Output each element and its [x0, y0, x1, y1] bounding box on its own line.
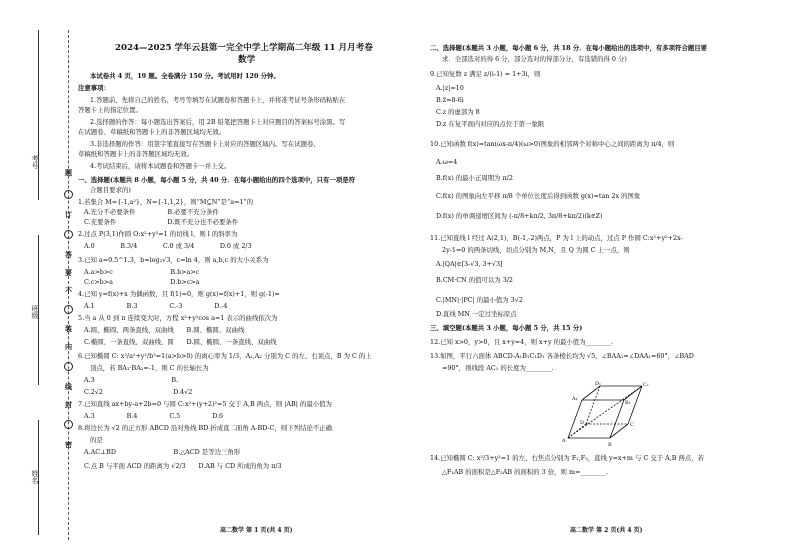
notice-line: 1.答题前，先将自己的姓名、考号等填写在试题卷和答题卡上，并将准考证号条形码粘贴在: [90, 96, 346, 104]
label-B: B: [608, 442, 612, 448]
option-line: A.3 B.4 C.5 D.6: [84, 412, 224, 420]
exam-title: 2024—2025 学年云县第一完全中学上学期高二年级 11 月月考卷: [115, 43, 373, 53]
option-line: C.充要条件 D.既不充分也不必要条件: [84, 218, 239, 226]
option-line: A.a>b>c B.b>a>c: [84, 268, 200, 276]
question-10: 10.已知函数 f(x)=tan(ωx-π/4)(ω>0)图象的相邻两个对称中心之间的距离为 π/4，则: [430, 140, 675, 148]
notice-heading: 注意事项：: [78, 84, 110, 92]
seal-circle: [64, 190, 73, 199]
section-one-heading: 一、选择题(本题共 8 小题，每小题 5 分，共 40 分．在每小题给出的四个选项中，只有一项是符: [78, 176, 356, 184]
label-A: A: [562, 438, 566, 444]
question-1: 1.若集合 M={-1,a²}，N={-1,1,2}，则“M⊆N”是“a=1”的: [78, 198, 254, 206]
notice-line: 答题卡上的指定位置。: [78, 106, 142, 114]
label-A1: A₁: [572, 396, 578, 402]
question-14-cont: △F₁AB 的面积是△F₂AB 的面积的 3 倍，则 m=________.: [442, 468, 608, 476]
question-8: 8.将边长为 √2 的正方形 ABCD 沿对角线 BD 折成直二面角 A-BD-C，则下列结论不正确: [78, 424, 333, 432]
question-8-cont: 的是: [90, 436, 103, 444]
option-line: B.CM·CN 的值可以为 3/2: [436, 276, 513, 284]
name-label: 姓名: [31, 470, 39, 484]
question-2: 2.过点 P(3,1)作圆 O:x²+y²=1 的切线 l，则 l 的斜率为: [78, 230, 238, 238]
notice-line: 草稿纸和答题卡上的非答题区域均无效。: [78, 150, 194, 158]
seal-circle: [64, 305, 73, 314]
question-14: 14.已知椭圆 C: x²/3+y²=1 的左、右焦点分别为 F₁,F₂，直线 y=x+m 与 C 交于 A,B 两点，若: [430, 454, 705, 462]
footer-page-1: 高二数学 第 1 页(共 4 页): [220, 527, 293, 534]
seal-char-3: 要: [65, 268, 72, 277]
question-4: 4.已知 y=f(x)+x 为偶函数，且 f(1)=0，则 g(x)=f(x)+1，则 g(-1)=: [78, 290, 280, 298]
notice-line: 4.考试结束后，请将本试题卷和答题卡一并上交。: [90, 162, 231, 170]
parallelepiped-figure: [560, 380, 650, 450]
seal-circle: [64, 362, 73, 371]
option-line: A.圆、椭圆、两条直线、双曲线 B.圆、椭圆、双曲线: [84, 326, 245, 334]
question-5: 5.当 a 从 0 到 π 连续变大时，方程 x²+y²cos a=1 表示的曲线依次为: [78, 314, 278, 322]
question-11: 11.已知直线 l 经过 A(2,1)，B(-1,-2)两点，P 为 l 上的动点，过点 P 作圆 C:x²+y²+2x-: [430, 234, 683, 242]
option-line: D.z 在复平面内对应的点位于第一象限: [436, 120, 545, 128]
option-line: A.充分不必要条件 B.必要不充分条件: [84, 208, 219, 216]
option-line: C.z 的虚部为 8: [436, 108, 480, 116]
option-line: B.z̄=8-6i: [436, 96, 464, 104]
option-line: A.|QA|∈[3-√3, 3+√3]: [436, 260, 503, 268]
option-line: C.|MN|·|PC| 的最小值为 3√2: [436, 296, 523, 304]
option-line: A.3 B.: [84, 376, 179, 384]
question-13: 13.如图，平行六面体 ABCD-A₁B₁C₁D₁ 各条棱长均为 √5，∠BAA₁=∠DAA₁=60°，∠BAD: [430, 352, 694, 360]
exam-number-label: 考号: [31, 155, 39, 169]
notice-line: 在试题卷、草稿纸和答题卡上的非答题区域均无效。: [78, 128, 225, 136]
seal-char-7: 封: [65, 400, 72, 409]
section-two-heading: 二、选择题(本题共 3 小题，每小题 6 分，共 18 分．在每小题给出的选项中，有多项符合题目要: [430, 44, 708, 52]
option-line: B.f(x) 的最小正周期为 π/2: [436, 174, 513, 182]
option-line: A.ω=4: [436, 158, 458, 166]
option-line: A.|z|=10: [436, 84, 464, 92]
seal-char-6: 线: [65, 382, 72, 391]
option-line: C.c>b>a D.b>c>a: [84, 278, 200, 286]
exam-number-line: [38, 30, 39, 200]
option-line: D.f(x) 的单调递增区间为 (-π/8+kπ/2, 3π/8+kπ/2)(k∈Z): [436, 212, 603, 220]
question-3: 3.已知 a=0.5^1.3，b=log₂√3，c=ln 4，则 a,b,c 的大小关系为: [78, 256, 269, 264]
label-B1: B₁: [625, 400, 631, 406]
option-line: A.0 B.3/4 C.0 或 3/4 D.0 或 2/3: [84, 242, 252, 250]
label-D1: D₁: [595, 381, 602, 387]
notice-line: 2.选择题的作答：每小题选出答案后，用 2B 铅笔把答题卡上对应题目的答案标号涂黑。写: [90, 118, 346, 126]
question-9: 9.已知复数 z 满足 z/(i-1) = 1+3i，则: [430, 70, 541, 78]
footer-page-2: 高二数学 第 2 页(共 4 页): [570, 527, 643, 534]
option-line: D.直线 MN 一定过坐标原点: [436, 310, 517, 318]
section-one-heading-cont: 合题目要求的): [90, 186, 131, 194]
class-label: 班级: [31, 305, 39, 319]
question-6: 6.已知椭圆 C: x²/a²+y²/b²=1(a>b>0) 的离心率为 1/3，A₁,A₂ 分别为 C 的左、右顶点，B 为 C 的上: [78, 352, 372, 360]
option-line: A.AC⊥BD B.△ACD 是等边三角形: [84, 448, 241, 456]
seal-char-1: 题: [65, 168, 72, 177]
seal-word-ding: 订: [65, 210, 72, 219]
label-D: D: [580, 420, 585, 426]
seal-char-8: 密: [65, 440, 72, 449]
seal-char-2: 答: [65, 250, 72, 259]
question-6-cont: 顶点，若 BA₁·BA₂=-1，则 C 的长轴长为: [90, 364, 209, 372]
option-line: A.1 B.3 C.-3 D.-4: [84, 302, 228, 310]
exam-info: 本试卷共 4 页，19 题。全卷满分 150 分。考试用时 120 分钟。: [90, 72, 280, 80]
question-7: 7.已知直线 ax+by-a+2b=0 与圆 C:x²+(y+2)²=5 交于 A,B 两点，则 |AB| 的最小值为: [78, 400, 332, 408]
seal-char-5: 内: [65, 342, 72, 351]
seal-circle: [64, 420, 73, 429]
option-line: C.点 B 与平面 ACD 的距离为 √2/3 D.AB 与 CD 所成的角为 π/3: [84, 462, 282, 470]
notice-line: 3.非选择题的作答：用签字笔直接写在答题卡上对应的答题区域内。写在试题卷、: [90, 140, 320, 148]
seal-dashed-line: [68, 30, 69, 540]
label-C: C: [630, 422, 634, 428]
section-three-heading: 三、填空题(本题共 3 小题，每小题 5 分，共 15 分): [430, 324, 583, 332]
option-line: C.f(x) 的图象向左平移 π/8 个单位长度后得到函数 g(x)=tan 2x 的图象: [436, 192, 641, 200]
label-C1: C₁: [643, 382, 649, 388]
seal-word-zhuang: 装: [65, 324, 72, 333]
question-11-cont: 2y-1=0 的两条切线，切点分别为 M,N，且 Q 为圆 C 上一点，则: [442, 246, 630, 254]
option-line: C.椭圆、一条直线、双曲线、圆 D.圆、椭圆、一条直线、双曲线: [84, 338, 277, 346]
question-13-cont: =90°，则线段 AC₁ 的长度为________.: [442, 364, 554, 372]
option-line: C.2√2 D.4√2: [84, 388, 193, 396]
section-two-heading-cont: 求．全部选对的得 6 分，部分选对的得部分分，有选错的得 0 分): [442, 55, 627, 63]
question-12: 12.已知 x>0，y>0，且 x+y=4，则 x+y 的最小值为________.: [430, 338, 614, 346]
subject-title: 数学: [238, 55, 256, 65]
seal-char-4: 不: [65, 286, 72, 295]
seal-circle: [64, 230, 73, 239]
